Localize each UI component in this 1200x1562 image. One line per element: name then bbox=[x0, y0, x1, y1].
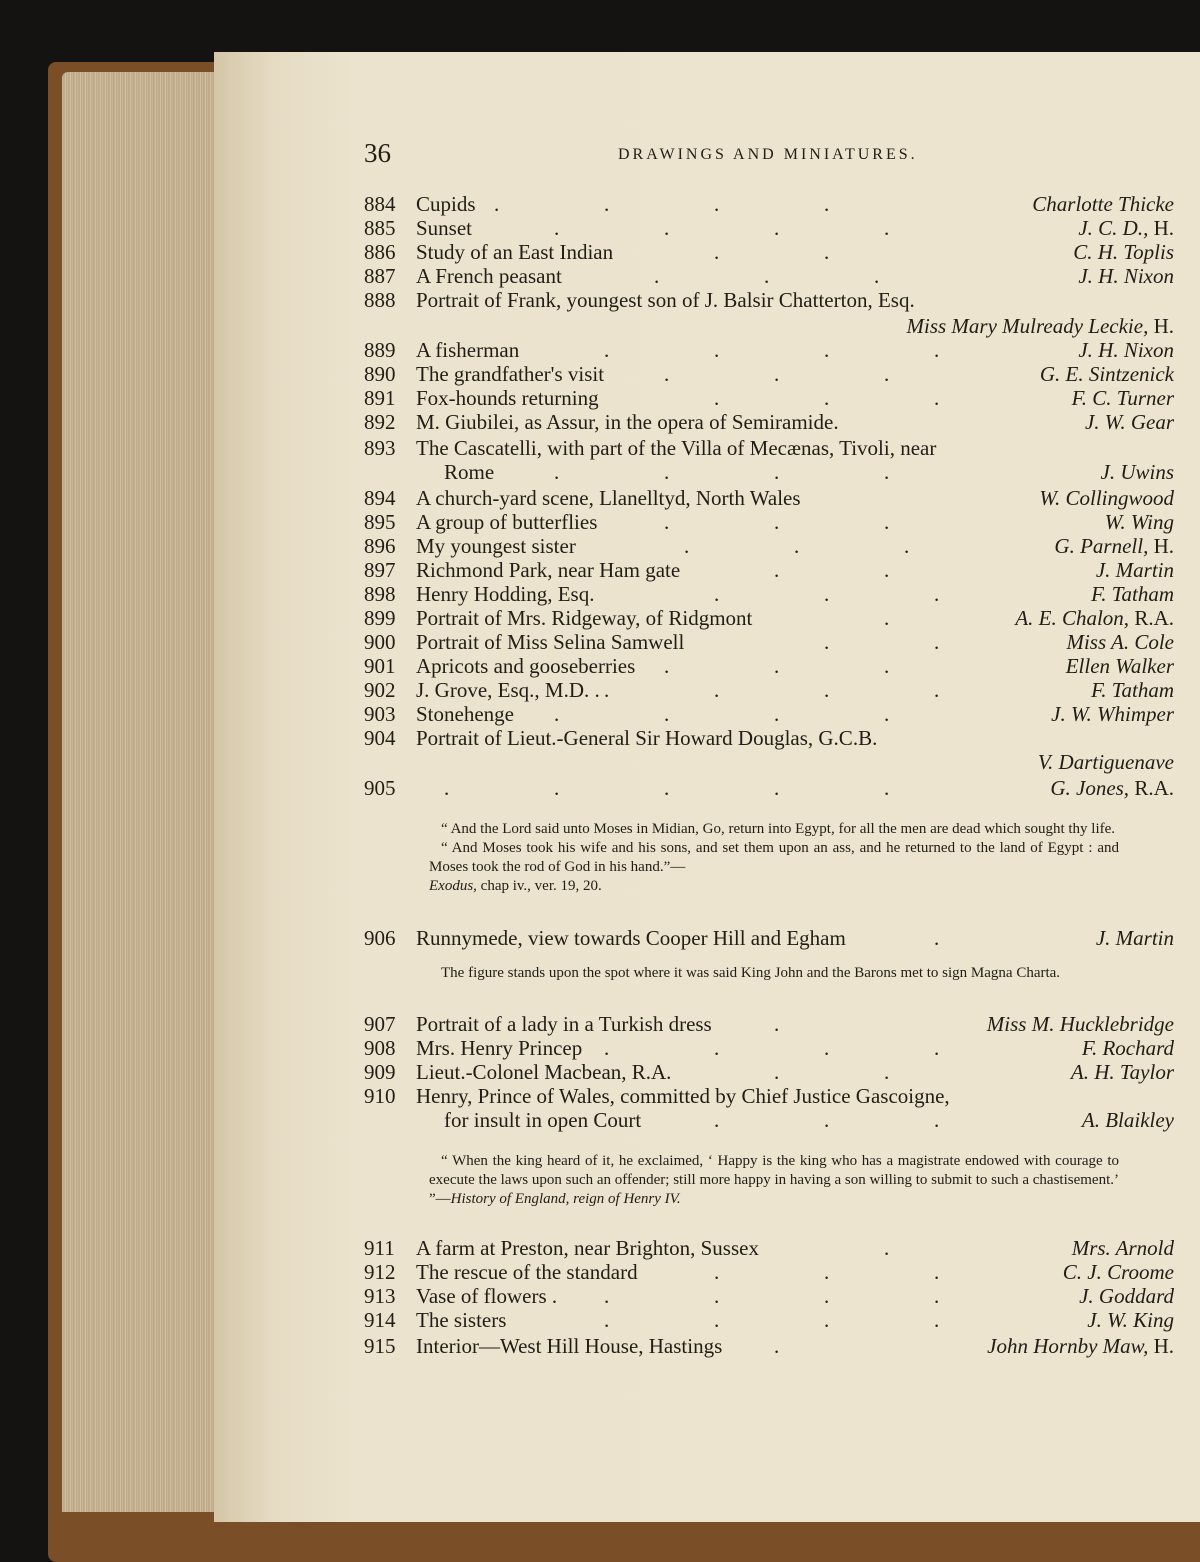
catalogue-entry bbox=[364, 750, 1174, 774]
entry-number: 892 bbox=[364, 410, 396, 434]
entry-title: A farm at Preston, near Brighton, Sussex bbox=[416, 1236, 759, 1260]
artist-name: J. W. King bbox=[1087, 1308, 1174, 1332]
artist-name: Mrs. Arnold bbox=[1071, 1236, 1174, 1260]
entry-artist bbox=[1051, 702, 1174, 726]
catalogue-entry bbox=[364, 654, 1174, 678]
entry-title: Sunset bbox=[416, 216, 473, 240]
entry-number: 915 bbox=[364, 1334, 396, 1358]
entry-artist bbox=[1071, 1060, 1174, 1084]
catalogue-entry bbox=[364, 1284, 1174, 1308]
leader-dots: . . bbox=[824, 630, 940, 654]
entry-number: 908 bbox=[364, 1036, 396, 1060]
artist-name: A. E. Chalon, bbox=[1015, 606, 1130, 630]
entry-number: 890 bbox=[364, 362, 396, 386]
artist-name: F. Rochard bbox=[1081, 1036, 1174, 1060]
entry-title: Stonehenge bbox=[416, 702, 514, 726]
entry-number: 887 bbox=[364, 264, 396, 288]
entry-number: 914 bbox=[364, 1308, 396, 1332]
artist-name: Miss Mary Mulready Leckie, bbox=[906, 314, 1149, 338]
entry-number: 904 bbox=[364, 726, 396, 750]
artist-name: F. Tatham bbox=[1091, 582, 1174, 606]
page-number: 36 bbox=[364, 138, 391, 168]
entry-number: 889 bbox=[364, 338, 396, 362]
artist-name: F. Tatham bbox=[1091, 678, 1174, 702]
entry-artist bbox=[1087, 1308, 1174, 1332]
entry-title: J. Grove, Esq., M.D. . bbox=[416, 678, 600, 702]
artist-name: J. Martin bbox=[1095, 558, 1174, 582]
entry-number: 909 bbox=[364, 1060, 396, 1084]
catalogue-entry bbox=[364, 558, 1174, 582]
leader-dots: . bbox=[774, 1334, 780, 1358]
leader-dots: . . bbox=[774, 558, 890, 582]
entry-title: Portrait of Miss Selina Samwell bbox=[416, 630, 685, 654]
entry-title: The Cascatelli, with part of the Villa of Mecænas, Tivoli, near bbox=[416, 436, 937, 460]
leader-dots: . . . . bbox=[604, 678, 940, 702]
entry-title: M. Giubilei, as Assur, in the opera of Semiramide. bbox=[416, 410, 839, 434]
entry-title: The grandfather's visit bbox=[416, 362, 605, 386]
catalogue-entry bbox=[364, 702, 1174, 726]
entry-title: Richmond Park, near Ham gate bbox=[416, 558, 681, 582]
catalogue-entry bbox=[364, 362, 1174, 386]
entry-number: 885 bbox=[364, 216, 396, 240]
entry-artist bbox=[987, 1012, 1174, 1036]
catalogue-entry bbox=[364, 1060, 1174, 1084]
entry-title: Apricots and gooseberries bbox=[416, 654, 636, 678]
entry-artist bbox=[1032, 192, 1174, 216]
entry-artist bbox=[1040, 362, 1174, 386]
catalogue-entry bbox=[364, 240, 1174, 264]
catalogue-entry bbox=[364, 314, 1174, 338]
entry-artist bbox=[1082, 1108, 1174, 1132]
leader-dots: . . . bbox=[654, 264, 880, 288]
leader-dots: . . . . bbox=[604, 1036, 940, 1060]
catalogue-entry bbox=[364, 264, 1174, 288]
leader-dots: . bbox=[774, 1012, 780, 1036]
entry-number: 894 bbox=[364, 486, 396, 510]
leader-dots: . . . . bbox=[604, 338, 940, 362]
artist-name: V. Dartiguenave bbox=[1037, 750, 1174, 774]
artist-name: J. Uwins bbox=[1100, 460, 1174, 484]
note-910-cite: History of England, reign of Henry IV. bbox=[450, 1191, 681, 1207]
leader-dots: . bbox=[884, 1236, 890, 1260]
leader-dots: . . . bbox=[664, 362, 890, 386]
entry-artist bbox=[1082, 1036, 1174, 1060]
artist-name: J. W. Whimper bbox=[1051, 702, 1174, 726]
entry-number: 906 bbox=[364, 926, 396, 950]
entry-artist bbox=[1101, 460, 1175, 484]
entry-artist bbox=[1078, 264, 1174, 288]
catalogue-entry bbox=[364, 630, 1174, 654]
note-910-para-1-text: “ When the king heard of it, he exclaimed, ‘ Happy is the king who has a magistrate endowed with courage to execute the laws upon such an offender; still more happy in having a son willing to submit to such a chastisement.’ ”— bbox=[429, 1153, 1119, 1207]
entry-number: 897 bbox=[364, 558, 396, 582]
catalogue-entry bbox=[364, 338, 1174, 362]
entry-number: 912 bbox=[364, 1260, 396, 1284]
catalogue-entry bbox=[364, 606, 1174, 630]
catalogue-entry bbox=[364, 460, 1174, 484]
artist-name: Miss A. Cole bbox=[1066, 630, 1174, 654]
artist-distinction: H. bbox=[1148, 314, 1174, 338]
artist-name: Ellen Walker bbox=[1065, 654, 1174, 678]
running-header: DRAWINGS AND MINIATURES. bbox=[618, 146, 918, 163]
entry-title: Study of an East Indian bbox=[416, 240, 614, 264]
artist-name: J. Goddard bbox=[1079, 1284, 1174, 1308]
entry-title: Henry, Prince of Wales, committed by Chief Justice Gascoigne, bbox=[416, 1084, 950, 1108]
entry-title: Mrs. Henry Princep bbox=[416, 1036, 583, 1060]
entry-artist bbox=[1096, 926, 1174, 950]
entry-title: for insult in open Court bbox=[444, 1108, 642, 1132]
entry-title: My youngest sister bbox=[416, 534, 576, 558]
entry-number: 893 bbox=[364, 436, 396, 460]
entry-number: 891 bbox=[364, 386, 396, 410]
leader-dots: . bbox=[884, 606, 890, 630]
leader-dots: . . . bbox=[664, 510, 890, 534]
entry-artist bbox=[1078, 338, 1174, 362]
leader-dots: . . . . bbox=[604, 1284, 940, 1308]
entry-artist bbox=[1073, 240, 1174, 264]
note-905-cite-rest: chap iv., ver. 19, 20. bbox=[476, 878, 602, 894]
entry-artist bbox=[1054, 534, 1174, 558]
entry-number: 898 bbox=[364, 582, 396, 606]
entry-artist bbox=[1063, 1260, 1174, 1284]
artist-name: Miss M. Hucklebridge bbox=[986, 1012, 1174, 1036]
artist-distinction: H. bbox=[1148, 216, 1174, 240]
entry-artist bbox=[907, 314, 1175, 338]
entry-title: The rescue of the standard bbox=[416, 1260, 638, 1284]
entry-title: Rome bbox=[444, 460, 495, 484]
entry-number: 899 bbox=[364, 606, 396, 630]
entry-title: Portrait of a lady in a Turkish dress bbox=[416, 1012, 712, 1036]
entry-artist bbox=[1072, 1236, 1174, 1260]
entry-artist bbox=[987, 1334, 1174, 1358]
entry-number: 901 bbox=[364, 654, 396, 678]
catalogue-entry bbox=[364, 776, 1174, 800]
catalogue-entry bbox=[364, 510, 1174, 534]
entry-title: A group of butterflies bbox=[416, 510, 598, 534]
entry-number: 907 bbox=[364, 1012, 396, 1036]
catalogue-entry bbox=[364, 1108, 1174, 1132]
artist-distinction: H. bbox=[1148, 1334, 1174, 1358]
entry-title: Fox-hounds returning bbox=[416, 386, 599, 410]
entry-title: Runnymede, view towards Cooper Hill and Egham bbox=[416, 926, 846, 950]
note-905-citation bbox=[429, 877, 1119, 896]
leader-dots: . . . bbox=[664, 654, 890, 678]
artist-name: A. H. Taylor bbox=[1070, 1060, 1174, 1084]
catalogue-entry bbox=[364, 534, 1174, 558]
entry-number: 886 bbox=[364, 240, 396, 264]
entry-artist bbox=[1015, 606, 1174, 630]
entry-artist bbox=[1066, 654, 1174, 678]
entry-title: A fisherman bbox=[416, 338, 520, 362]
entry-title: Cupids bbox=[416, 192, 476, 216]
artist-distinction: H. bbox=[1148, 534, 1174, 558]
artist-name: John Hornby Maw, bbox=[987, 1334, 1149, 1358]
leader-dots: . . . . bbox=[554, 216, 890, 240]
entry-artist bbox=[1096, 558, 1174, 582]
note-906 bbox=[429, 964, 1119, 983]
artist-name: C. H. Toplis bbox=[1073, 240, 1174, 264]
artist-name: W. Collingwood bbox=[1039, 486, 1174, 510]
artist-name: J. Martin bbox=[1095, 926, 1174, 950]
leader-dots: . . . . bbox=[494, 192, 830, 216]
catalogue-entry bbox=[364, 288, 1174, 312]
leader-dots: . . . . bbox=[554, 460, 890, 484]
artist-distinction: R.A. bbox=[1129, 776, 1174, 800]
catalogue-entry bbox=[364, 926, 1174, 950]
artist-name: J. C. D., bbox=[1078, 216, 1149, 240]
entry-title: Henry Hodding, Esq. bbox=[416, 582, 595, 606]
leader-dots: . . . bbox=[714, 1260, 940, 1284]
catalogue-entry bbox=[364, 410, 1174, 434]
catalogue-entry bbox=[364, 1236, 1174, 1260]
entry-number: 888 bbox=[364, 288, 396, 312]
entry-number: 895 bbox=[364, 510, 396, 534]
entry-artist bbox=[1039, 486, 1174, 510]
note-905 bbox=[429, 820, 1119, 896]
entry-title: Portrait of Lieut.-General Sir Howard Douglas, G.C.B. bbox=[416, 726, 878, 750]
note-905-para-2-text: “ And Moses took his wife and his sons, and set them upon an ass, and he returned to the land of Egypt : and Moses took the rod of God in his hand.”— bbox=[429, 840, 1119, 875]
entry-artist bbox=[1078, 216, 1174, 240]
artist-name: J. H. Nixon bbox=[1078, 338, 1174, 362]
artist-name: F. C. Turner bbox=[1071, 386, 1174, 410]
entry-artist bbox=[1091, 582, 1174, 606]
entry-number: 902 bbox=[364, 678, 396, 702]
catalogue-entry bbox=[364, 386, 1174, 410]
leader-dots: . . . bbox=[714, 1108, 940, 1132]
catalogue-entry bbox=[364, 1260, 1174, 1284]
entry-title: Interior—West Hill House, Hastings bbox=[416, 1334, 723, 1358]
catalogue-entry bbox=[364, 192, 1174, 216]
entry-number: 896 bbox=[364, 534, 396, 558]
artist-name: C. J. Croome bbox=[1062, 1260, 1174, 1284]
catalogue-entry bbox=[364, 1334, 1174, 1358]
catalogue-entry bbox=[364, 582, 1174, 606]
artist-name: G. E. Sintzenick bbox=[1039, 362, 1174, 386]
artist-name: J. W. Gear bbox=[1084, 410, 1174, 434]
leader-dots: . . bbox=[714, 240, 830, 264]
entry-number: 905 bbox=[364, 776, 396, 800]
entry-title: The sisters bbox=[416, 1308, 507, 1332]
artist-name: G. Parnell, bbox=[1054, 534, 1149, 558]
catalogue-entry bbox=[364, 1308, 1174, 1332]
note-905-cite-title: Exodus, bbox=[429, 878, 477, 894]
entry-number: 911 bbox=[364, 1236, 395, 1260]
artist-distinction: R.A. bbox=[1129, 606, 1174, 630]
entry-artist bbox=[1091, 678, 1174, 702]
note-906-para-1: The figure stands upon the spot where it was said King John and the Barons met to sign Magna Charta. bbox=[441, 965, 1061, 981]
artist-name: A. Blaikley bbox=[1081, 1108, 1174, 1132]
leader-dots: . . . . . bbox=[444, 776, 890, 800]
entry-title: Vase of flowers . bbox=[416, 1284, 558, 1308]
page-edges bbox=[62, 72, 222, 1512]
entry-artist bbox=[1072, 386, 1174, 410]
entry-artist bbox=[1079, 1284, 1174, 1308]
entry-number: 910 bbox=[364, 1084, 396, 1108]
catalogue-entry bbox=[364, 1012, 1174, 1036]
leader-dots: . . . bbox=[714, 386, 940, 410]
entry-artist bbox=[1038, 750, 1174, 774]
entry-number: 884 bbox=[364, 192, 396, 216]
entry-title: A church-yard scene, Llanelltyd, North Wales bbox=[416, 486, 801, 510]
note-910 bbox=[429, 1152, 1119, 1209]
note-910-para-1 bbox=[429, 1152, 1119, 1209]
catalogue-entry bbox=[364, 1036, 1174, 1060]
entry-number: 900 bbox=[364, 630, 396, 654]
leader-dots: . . . bbox=[684, 534, 910, 558]
leader-dots: . . . bbox=[714, 582, 940, 606]
leader-dots: . . . . bbox=[554, 702, 890, 726]
entry-title: A French peasant bbox=[416, 264, 562, 288]
artist-name: Charlotte Thicke bbox=[1032, 192, 1174, 216]
catalogue-entry bbox=[364, 486, 1174, 510]
note-905-para-1: “ And the Lord said unto Moses in Midian, Go, return into Egypt, for all the men are dead which sought thy life. bbox=[441, 821, 1116, 837]
artist-name: G. Jones, bbox=[1050, 776, 1130, 800]
entry-title: Lieut.-Colonel Macbean, R.A. bbox=[416, 1060, 672, 1084]
entry-artist bbox=[1085, 410, 1174, 434]
entry-artist bbox=[1066, 630, 1174, 654]
entry-number: 913 bbox=[364, 1284, 396, 1308]
entry-title: Portrait of Frank, youngest son of J. Balsir Chatterton, Esq. bbox=[416, 288, 915, 312]
entry-artist bbox=[1050, 776, 1174, 800]
catalogue-entry bbox=[364, 678, 1174, 702]
note-905-para-2 bbox=[429, 839, 1119, 877]
entry-title: Portrait of Mrs. Ridgeway, of Ridgmont bbox=[416, 606, 753, 630]
catalogue-entry bbox=[364, 216, 1174, 240]
leader-dots: . bbox=[934, 926, 940, 950]
artist-name: J. H. Nixon bbox=[1078, 264, 1174, 288]
artist-name: W. Wing bbox=[1104, 510, 1174, 534]
entry-number: 903 bbox=[364, 702, 396, 726]
entry-artist bbox=[1105, 510, 1174, 534]
catalogue-entry bbox=[364, 436, 1174, 460]
catalogue-entry bbox=[364, 726, 1174, 750]
catalogue-page bbox=[214, 52, 1200, 1522]
leader-dots: . . bbox=[774, 1060, 890, 1084]
catalogue-entry bbox=[364, 1084, 1174, 1108]
leader-dots: . . . . bbox=[604, 1308, 940, 1332]
